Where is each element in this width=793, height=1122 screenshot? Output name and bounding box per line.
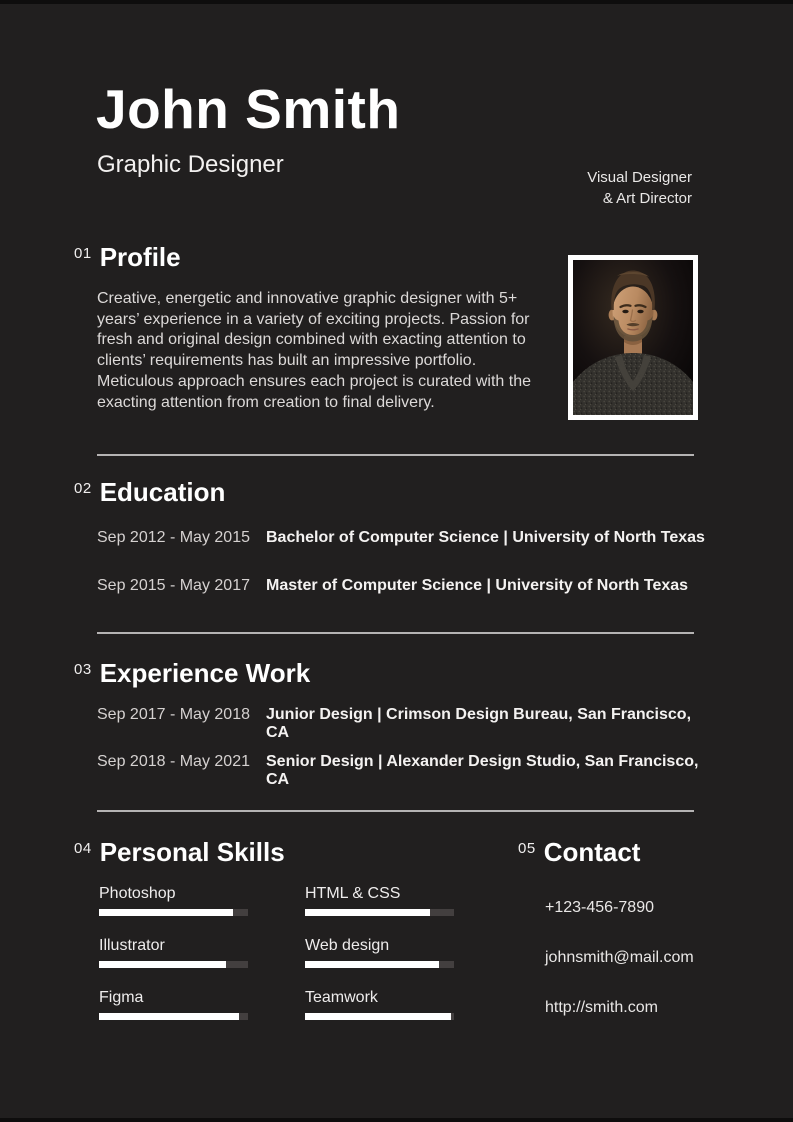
tagline: [587, 167, 692, 209]
experience-entry: [97, 706, 707, 742]
portrait-illustration: [573, 260, 693, 415]
education-section-heading: [74, 478, 225, 508]
contact-section-title: Contact: [543, 837, 641, 867]
skill-label: Photoshop: [99, 885, 176, 902]
contact-email: johnsmith@mail.com: [545, 949, 694, 966]
experience-section-title: Experience Work: [99, 658, 311, 688]
section-divider: [97, 810, 694, 812]
profile-section-number: 01: [74, 245, 92, 262]
page-top-edge: [0, 0, 793, 4]
skill-label: Teamwork: [305, 989, 378, 1006]
skill-teamwork: [305, 989, 454, 1020]
skill-bar: [99, 909, 248, 916]
job-title: Graphic Designer: [97, 151, 284, 178]
skill-bar-fill: [305, 961, 439, 968]
education-section-number: 02: [74, 480, 92, 497]
education-entry: [97, 577, 707, 595]
tagline-line-2: & Art Director: [602, 190, 692, 207]
education-entry: [97, 529, 707, 547]
skill-bar-fill: [305, 909, 430, 916]
experience-dates: Sep 2017 - May 2018: [97, 706, 250, 723]
skill-bar: [99, 961, 248, 968]
experience-dates: Sep 2018 - May 2021: [97, 753, 250, 770]
experience-entry: [97, 753, 707, 789]
skills-section-title: Personal Skills: [99, 837, 285, 867]
skill-bar: [305, 1013, 454, 1020]
profile-photo: [568, 255, 698, 420]
skill-web-design: [305, 937, 454, 968]
contact-section-heading: [518, 838, 640, 868]
education-description: Bachelor of Computer Science | University of North Texas: [266, 529, 705, 546]
skill-bar-fill: [305, 1013, 451, 1020]
skill-bar: [305, 961, 454, 968]
skills-column-left: [99, 885, 248, 1041]
profile-summary: Creative, energetic and innovative graphic designer with 5+ years’ experience in a variety of exciting projects. Passion for fresh and original design combined with exacting attention to clients’ requirements has built an impressive portfolio. Meticulous approach ensures each project is curated with the exacting attention from creation to final delivery.: [97, 290, 532, 411]
skill-bar-fill: [99, 1013, 239, 1020]
skill-label: Illustrator: [99, 937, 165, 954]
contact-website: http://smith.com: [545, 999, 658, 1016]
skill-photoshop: [99, 885, 248, 916]
section-divider: [97, 632, 694, 634]
skills-section-heading: [74, 838, 285, 868]
experience-description: Senior Design | Alexander Design Studio, San Francisco, CA: [266, 753, 699, 788]
tagline-line-1: Visual Designer: [587, 169, 692, 186]
skill-html-css: [305, 885, 454, 916]
skill-bar: [99, 1013, 248, 1020]
skill-figma: [99, 989, 248, 1020]
skills-column-right: [305, 885, 454, 1041]
skill-bar-fill: [99, 909, 233, 916]
skill-label: Web design: [305, 937, 390, 954]
experience-section-heading: [74, 659, 310, 689]
person-name: John Smith: [96, 78, 401, 140]
skill-bar-fill: [99, 961, 226, 968]
contact-section-number: 05: [518, 840, 536, 857]
skills-section-number: 04: [74, 840, 92, 857]
experience-section-number: 03: [74, 661, 92, 678]
skill-illustrator: [99, 937, 248, 968]
profile-section-title: Profile: [99, 242, 181, 272]
skill-bar: [305, 909, 454, 916]
skill-label: HTML & CSS: [305, 885, 401, 902]
experience-description: Junior Design | Crimson Design Bureau, San Francisco, CA: [266, 706, 692, 741]
education-section-title: Education: [99, 477, 226, 507]
education-dates: Sep 2012 - May 2015: [97, 529, 250, 546]
page-bottom-edge: [0, 1118, 793, 1122]
contact-list: [545, 899, 694, 1049]
education-description: Master of Computer Science | University of North Texas: [266, 577, 689, 594]
profile-section-heading: [74, 243, 181, 273]
skill-label: Figma: [99, 989, 144, 1006]
contact-phone: +123-456-7890: [545, 899, 654, 916]
education-dates: Sep 2015 - May 2017: [97, 577, 250, 594]
section-divider: [97, 454, 694, 456]
